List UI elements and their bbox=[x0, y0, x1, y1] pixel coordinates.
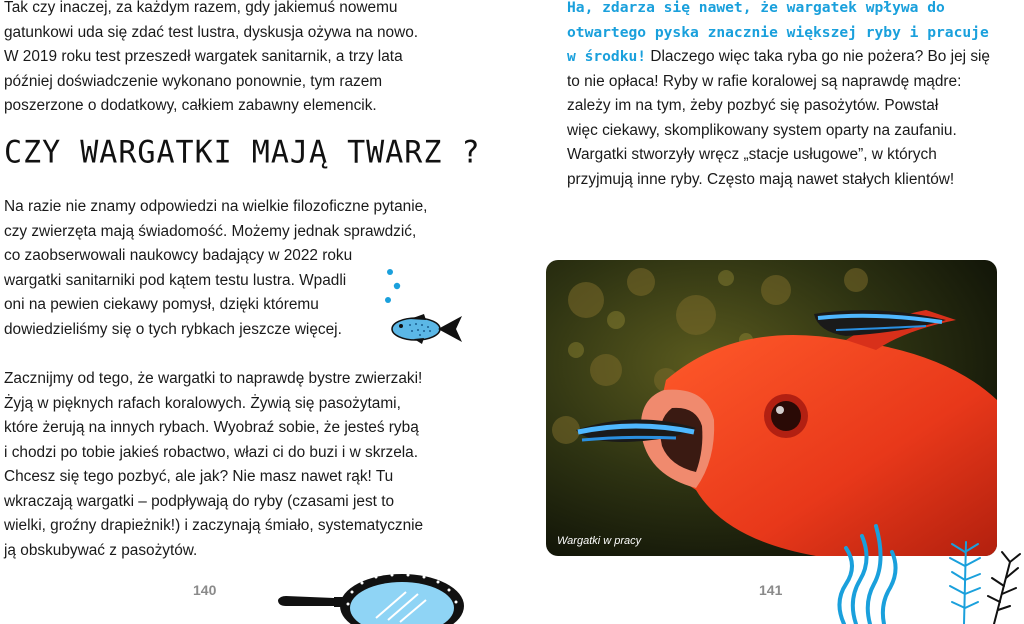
text-line: ją obskubywać z pasożytów. bbox=[4, 541, 198, 559]
paragraph-cleaner-wrasse bbox=[4, 367, 423, 563]
text-line: Zacznijmy od tego, że wargatki to naprawdę bystre zwierzaki! bbox=[4, 370, 423, 387]
photo-caption: Wargatki w pracy bbox=[557, 535, 642, 547]
text-line: oni na pewien ciekawy pomysł, dzięki któremu bbox=[4, 296, 319, 313]
text-line: wkraczają wargatki – podpływają do ryby (czasami jest to bbox=[4, 492, 395, 510]
text-line: Żyją w pięknych rafach koralowych. Żywią się pasożytami, bbox=[4, 394, 401, 412]
seaweed-icon bbox=[834, 522, 1024, 624]
page-number-left: 140 bbox=[193, 582, 217, 598]
text-line: Wargatki stworzyły wręcz „stacje usługowe”, w których bbox=[567, 146, 937, 163]
text-line: to nie opłaca! Ryby w rafie koralowej są naprawdę mądre: bbox=[567, 72, 962, 90]
highlight-line: otwartego pyska znacznie większej ryby i pracuje bbox=[567, 23, 989, 41]
text-line: dowiedzieliśmy się o tych rybkach jeszcze więcej. bbox=[4, 320, 342, 338]
text-line: Na razie nie znamy odpowiedzi na wielkie filozoficzne pytanie, bbox=[4, 198, 428, 215]
text-line: gatunkowi uda się zdać test lustra, dyskusja ożywa na nowo. bbox=[4, 23, 419, 41]
text-line: czy zwierzęta mają świadomość. Możemy jednak sprawdzić, bbox=[4, 222, 417, 240]
hand-mirror-icon bbox=[276, 570, 468, 624]
text-line: później doświadczenie wykonano ponownie, tym razem bbox=[4, 72, 383, 90]
text-line: co zaobserwowali naukowcy badający w 2022 roku bbox=[4, 247, 353, 264]
coral-icon bbox=[988, 552, 1020, 624]
highlight-line: w środku! bbox=[567, 48, 647, 65]
text-line: W 2019 roku test przeszedł wargatek sanitarnik, a trzy lata bbox=[4, 48, 403, 65]
fish-photo bbox=[546, 260, 997, 556]
highlight-line: Ha, zdarza się nawet, że wargatek wpływa do bbox=[567, 0, 945, 16]
small-fish-icon bbox=[390, 312, 470, 346]
text-line: przyjmują inne ryby. Często mają nawet stałych klientów! bbox=[567, 170, 955, 188]
text-line: poszerzone o dodatkowy, całkiem zabawny elemencik. bbox=[4, 97, 377, 114]
text-line: wargatki sanitarniki pod kątem testu lustra. Wpadli bbox=[4, 271, 347, 289]
page-number-right: 141 bbox=[759, 582, 783, 598]
text-line bbox=[567, 45, 990, 70]
text-segment: Dlaczego więc taka ryba go nie pożera? Bo jej się bbox=[646, 48, 990, 65]
text-line: wielki, groźny drapieżnik!) i zaczynają śmiało, systematycznie bbox=[4, 517, 424, 534]
text-line: Chcesz się tego pozbyć, ale jak? Nie masz nawet rąk! Tu bbox=[4, 468, 394, 485]
paragraph-inside-mouth bbox=[567, 0, 990, 192]
text-line: które żerują na innych rybach. Wyobraź sobie, że jesteś rybą bbox=[4, 419, 419, 436]
text-line: i chodzi po tobie jakieś robactwo, włazi ci do buzi i w skrzela. bbox=[4, 443, 419, 461]
text-line: więc ciekawy, skomplikowany system oparty na zaufaniu. bbox=[567, 121, 957, 139]
paragraph-question bbox=[4, 195, 427, 342]
text-line: zależy im na tym, żeby pozbyć się pasożytów. Powstał bbox=[567, 97, 939, 114]
section-heading: CZY WARGATKI MAJĄ TWARZ ? bbox=[4, 134, 481, 171]
photo-illustration bbox=[546, 260, 997, 556]
text-line: Tak czy inaczej, za każdym razem, gdy jakiemuś nowemu bbox=[4, 0, 398, 16]
intro-paragraph bbox=[4, 0, 418, 119]
